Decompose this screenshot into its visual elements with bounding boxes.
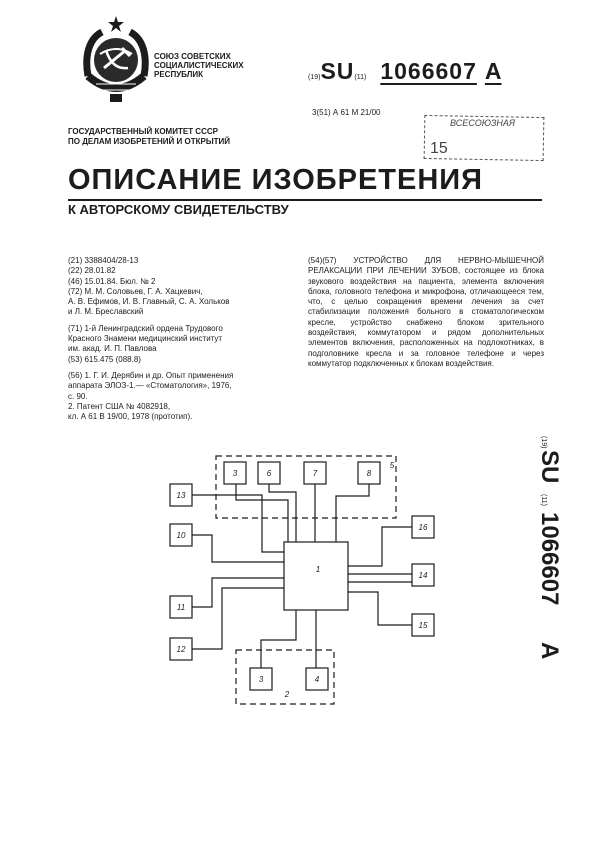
inid-code-19: (19) [308,74,321,81]
biblio-line: (46) 15.01.84. Бюл. № 2 [68,276,156,286]
label-block-3-bottom: 3 [258,675,264,684]
label-block-4: 4 [314,675,320,684]
biblio-line: (21) 3388404/28-13 [68,256,139,265]
biblio-line: с. 90. [68,391,88,401]
country-name: СОЮЗ СОВЕТСКИХ СОЦИАЛИСТИЧЕСКИХ РЕСПУБЛИК [154,52,244,79]
biblio-line: (56) 1. Г. И. Дерябин и др. Опыт применения [68,370,234,380]
biblio-line: кл. А 61 В 19/00, 1978 (прототип). [68,412,193,422]
biblio-line: 2. Патент США № 4082918, [68,401,171,411]
side-patent-number [530,436,570,672]
label-block-13: 13 [176,491,186,500]
label-block-3-top: 3 [232,469,238,478]
label-group-5: 5 [389,461,395,470]
biblio-line: и Л. М. Бреславский [68,307,144,317]
committee-name: ГОСУДАРСТВЕННЫЙ КОМИТЕТ СССР ПО ДЕЛАМ ИЗОБРЕТЕНИЙ И ОТКРЫТИЙ [68,127,231,146]
biblio-line: А. В. Ефимов, И. В. Главный, С. А. Хольков [68,297,230,307]
svg-text:(11): (11) [540,494,547,506]
svg-text:A: A [536,642,563,660]
biblio-line: (53) 615.475 (088.8) [68,354,141,364]
biblio-line: аппарата ЭЛОЗ-1.— «Стоматология», 1976, [68,381,232,391]
patent-number: 1066607 [380,58,477,84]
label-block-1: 1 [315,565,321,574]
inid-code-11: (11) [354,74,367,81]
biblio-line: Красного Знамени медицинский институт [68,334,223,344]
biblio-line: им. акад. И. П. Павлова [68,344,157,354]
stamp-text: ВСЕСОЮЗНАЯ [450,118,516,128]
biblio-line: (22) 28.01.82 [68,266,116,276]
svg-text:(19): (19) [540,436,547,449]
ipc-classification: 3(51) А 61 М 21/00 [312,108,381,117]
biblio-line: (71) 1-й Ленинградский ордена Трудового [68,323,223,333]
svg-text:SU: SU [536,450,563,484]
document-subtitle: К АВТОРСКОМУ СВИДЕТЕЛЬСТВУ [68,202,289,217]
label-block-16: 16 [418,523,428,532]
document-title: ОПИСАНИЕ ИЗОБРЕТЕНИЯ [68,164,483,196]
label-block-12: 12 [176,645,186,654]
label-block-7: 7 [312,469,318,478]
abstract-title: (54)(57) УСТРОЙСТВО ДЛЯ НЕРВНО-МЫШЕЧНОЙ РЕЛАКСАЦИИ ПРИ ЛЕЧЕНИИ ЗУБОВ, [308,256,544,276]
label-group-2: 2 [284,690,290,699]
country-code: SU [320,58,355,84]
label-block-10: 10 [176,531,186,540]
stamp-number: 15 [430,140,448,157]
block-1 [284,542,348,610]
kind-code: A [484,58,502,84]
label-block-15: 15 [418,621,428,630]
label-block-6: 6 [266,469,272,478]
biblio-line: (72) М. М. Соловьев, Г. А. Хацкевич, [68,286,203,296]
abstract-body: состоящее из блока звукового воздействия на пациента, элемента включения блока, головного телефона и микрофона, отличающееся тем, что, с целью сокращения времени лечения за счет стабилизации положения больного в стоматологическом кресле, устройство снабжено блоком зрительного воздействия, коммутатором и рядом дополнительных элементов включения, расположенных на подлокотниках, в подголовнике кресла и за головное телефоне и через коммутатор подключенных к блокам воздействия. [308,266,545,368]
label-block-11: 11 [176,603,186,612]
label-block-14: 14 [418,571,428,580]
svg-text:1066607: 1066607 [536,512,563,606]
label-block-8: 8 [366,469,372,478]
